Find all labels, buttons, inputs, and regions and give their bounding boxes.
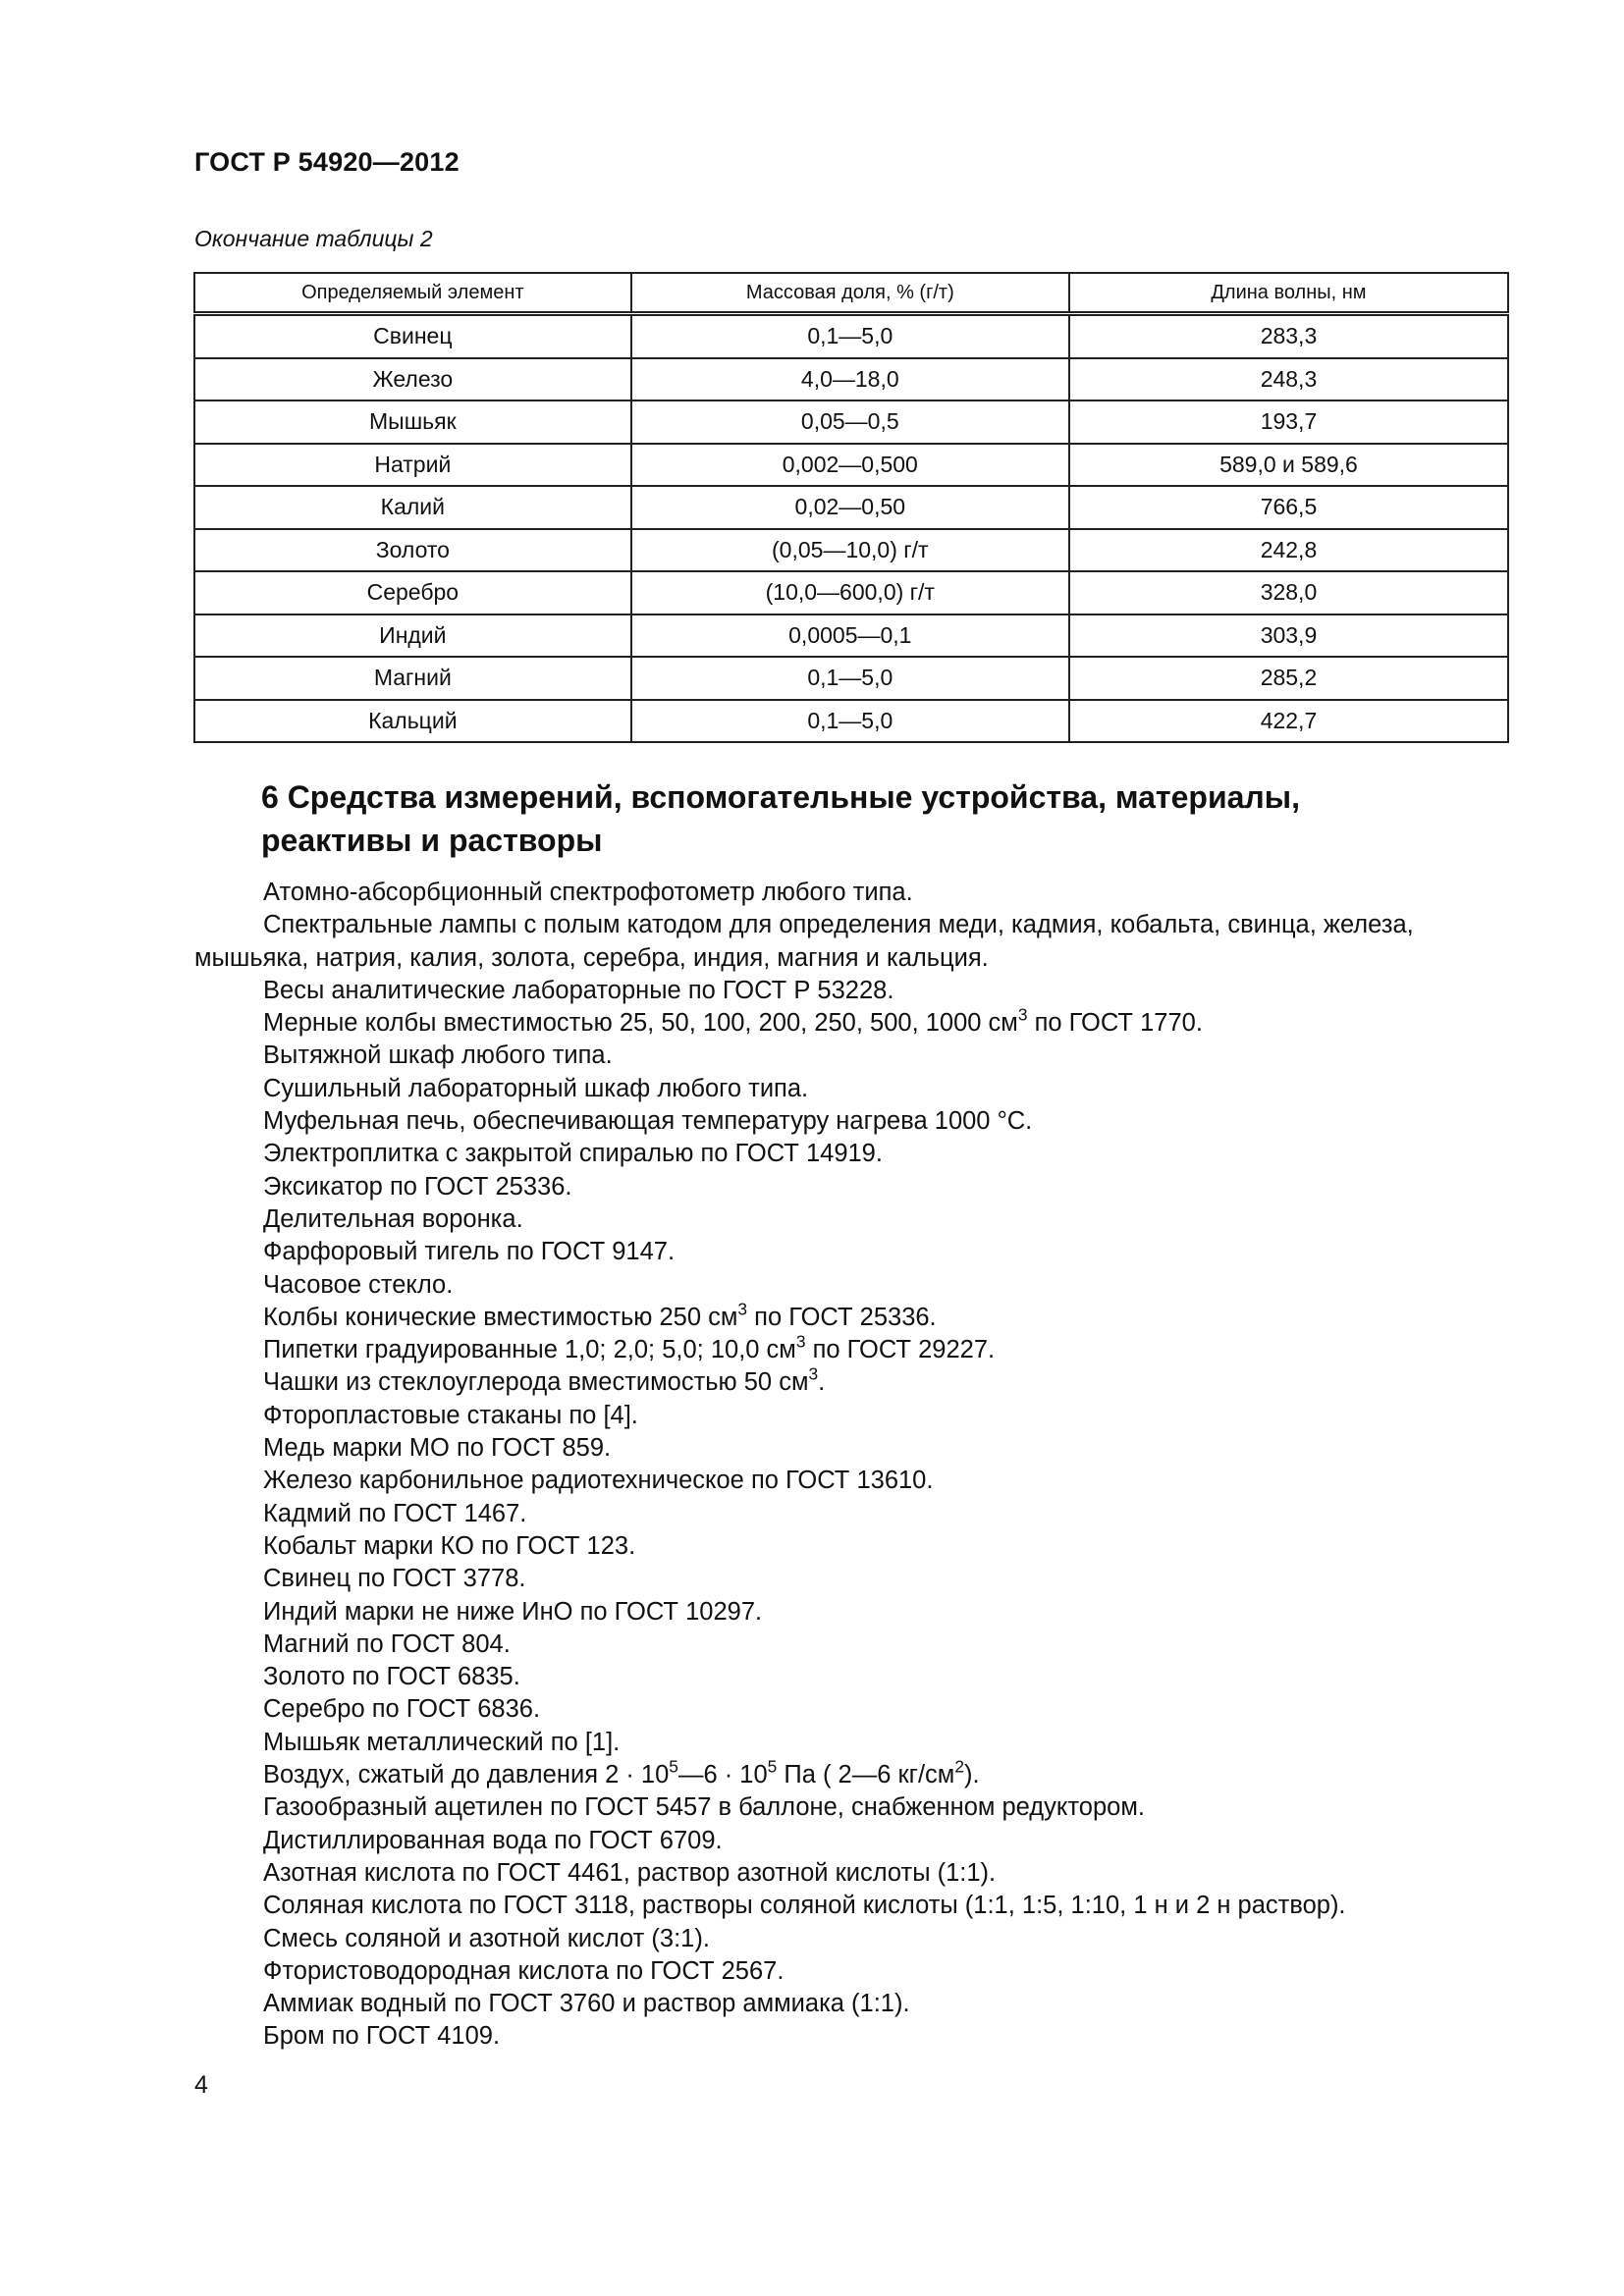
text-run: —6 · 10 [677,1761,768,1789]
superscript: 2 [954,1756,964,1777]
superscript: 3 [808,1363,819,1384]
section-heading-line: реактивы и растворы [261,823,603,858]
text-run: Воздух, сжатый до давления 2 · 10 [263,1761,670,1789]
cell-element: Мышьяк [194,400,631,444]
table-row [194,571,1508,614]
cell-mass-fraction: 0,05—0,5 [631,400,1069,444]
table-row [194,444,1508,487]
cell-element: Калий [194,486,631,529]
cell-wavelength: 283,3 [1069,314,1508,358]
table-row [194,657,1508,700]
text-run: Па ( 2—6 кг/см [777,1761,955,1789]
list-item: Индий марки не ниже ИнО по ГОСТ 10297. [263,1597,763,1626]
cell-wavelength: 766,5 [1069,486,1508,529]
list-item: Серебро по ГОСТ 6836. [263,1695,541,1724]
list-item: Фтористоводородная кислота по ГОСТ 2567. [263,1956,785,1985]
list-item [194,1756,1510,1791]
list-item: Спектральные лампы с полым катодом для определения меди, кадмия, кобальта, свинца, железа, мышьяка, натрия, калия, золота, серебра, индия, магния и кальция. [194,911,1414,972]
table-row [194,614,1508,658]
list-item: Муфельная печь, обеспечивающая температуру нагрева 1000 °С. [263,1107,1033,1136]
cell-mass-fraction: 0,02—0,50 [631,486,1069,529]
list-item: Железо карбонильное радиотехническое по ГОСТ 13610. [263,1467,934,1495]
table-row [194,314,1508,358]
list-item [194,1363,1510,1399]
cell-element: Магний [194,657,631,700]
list-item: Эксикатор по ГОСТ 25336. [263,1172,572,1201]
cell-mass-fraction: 4,0—18,0 [631,358,1069,401]
table-row [194,400,1508,444]
list-item: Сушильный лабораторный шкаф любого типа. [263,1074,809,1102]
text-run: Колбы конические вместимостью 250 см [263,1303,738,1331]
column-header-mass-fraction: Массовая доля, % (г/т) [631,273,1069,314]
cell-element: Свинец [194,314,631,358]
cell-wavelength: 285,2 [1069,657,1508,700]
cell-mass-fraction: 0,1—5,0 [631,700,1069,743]
list-item: Газообразный ацетилен по ГОСТ 5457 в баллоне, снабженном редуктором. [263,1793,1145,1822]
cell-element: Натрий [194,444,631,487]
elements-table [193,272,1509,743]
cell-wavelength: 248,3 [1069,358,1508,401]
cell-mass-fraction: 0,1—5,0 [631,657,1069,700]
cell-element: Золото [194,529,631,572]
cell-mass-fraction: 0,1—5,0 [631,314,1069,358]
list-item: Медь марки МО по ГОСТ 859. [263,1434,612,1463]
cell-element: Железо [194,358,631,401]
table-caption: Окончание таблицы 2 [194,226,433,251]
list-item: Смесь соляной и азотной кислот (3:1). [263,1924,710,1952]
list-item: Свинец по ГОСТ 3778. [263,1565,526,1593]
table-row [194,529,1508,572]
column-header-wavelength: Длина волны, нм [1069,273,1508,314]
cell-element: Индий [194,614,631,658]
superscript: 5 [669,1756,678,1777]
list-item: Соляная кислота по ГОСТ 3118, растворы соляной кислоты (1:1, 1:5, 1:10, 1 н и 2 н раствор). [263,1892,1346,1920]
cell-wavelength: 422,7 [1069,700,1508,743]
section-body [194,877,1510,2054]
superscript: 3 [795,1331,806,1352]
cell-mass-fraction: (10,0—600,0) г/т [631,571,1069,614]
cell-wavelength: 589,0 и 589,6 [1069,444,1508,487]
text-run: по ГОСТ 1770. [1027,1009,1203,1038]
list-item: Кадмий по ГОСТ 1467. [263,1499,527,1527]
list-item: Часовое стекло. [263,1270,454,1299]
cell-element: Серебро [194,571,631,614]
list-item: Делительная воронка. [263,1204,523,1233]
cell-mass-fraction: (0,05—10,0) г/т [631,529,1069,572]
text-run: по ГОСТ 29227. [805,1336,996,1364]
list-item: Весы аналитические лабораторные по ГОСТ Р 53228. [263,976,894,1004]
text-run: . [818,1368,826,1397]
document-code-header: ГОСТ Р 54920—2012 [194,147,460,177]
cell-wavelength: 303,9 [1069,614,1508,658]
list-item: Азотная кислота по ГОСТ 4461, раствор азотной кислоты (1:1). [263,1858,997,1887]
table-header-row [194,273,1508,314]
list-item [194,1331,1510,1366]
cell-mass-fraction: 0,002—0,500 [631,444,1069,487]
cell-mass-fraction: 0,0005—0,1 [631,614,1069,658]
list-item [194,1299,1510,1334]
text-run: Чашки из стеклоуглерода вместимостью 50 см [263,1368,809,1397]
list-item: Дистиллированная вода по ГОСТ 6709. [263,1826,723,1854]
text-run: Мерные колбы вместимостью 25, 50, 100, 200, 250, 500, 1000 см [263,1009,1018,1038]
table-row [194,700,1508,743]
cell-wavelength: 242,8 [1069,529,1508,572]
list-item: Кобальт марки КО по ГОСТ 123. [263,1531,636,1560]
superscript: 3 [1017,1004,1028,1025]
list-item: Аммиак водный по ГОСТ 3760 и раствор аммиака (1:1). [263,1990,910,2018]
section-heading [261,775,1439,862]
superscript: 3 [737,1299,748,1319]
cell-wavelength: 328,0 [1069,571,1508,614]
superscript: 5 [767,1756,778,1777]
list-item: Мышьяк металлический по [1]. [263,1728,621,1756]
list-item: Фторопластовые стаканы по [4]. [263,1401,638,1429]
list-item: Магний по ГОСТ 804. [263,1629,511,1658]
cell-element: Кальций [194,700,631,743]
list-item: Вытяжной шкаф любого типа. [263,1041,613,1070]
list-item: Бром по ГОСТ 4109. [263,2022,501,2051]
list-item: Фарфоровый тигель по ГОСТ 9147. [263,1238,676,1266]
table-row [194,358,1508,401]
column-header-element: Определяемый элемент [194,273,631,314]
text-run: ). [963,1761,980,1789]
table-row [194,486,1508,529]
text-run: по ГОСТ 25336. [747,1303,937,1331]
list-item: Золото по ГОСТ 6835. [263,1663,520,1691]
list-item [194,1004,1510,1040]
list-item: Электроплитка с закрытой спиралью по ГОСТ 14919. [263,1140,883,1168]
text-run: Пипетки градуированные 1,0; 2,0; 5,0; 10,0 см [263,1336,796,1364]
section-heading-line: 6 Средства измерений, вспомогательные устройства, материалы, [261,779,1300,815]
list-item: Атомно-абсорбционный спектрофотометр любого типа. [263,879,913,906]
cell-wavelength: 193,7 [1069,400,1508,444]
page-number: 4 [194,2071,208,2099]
